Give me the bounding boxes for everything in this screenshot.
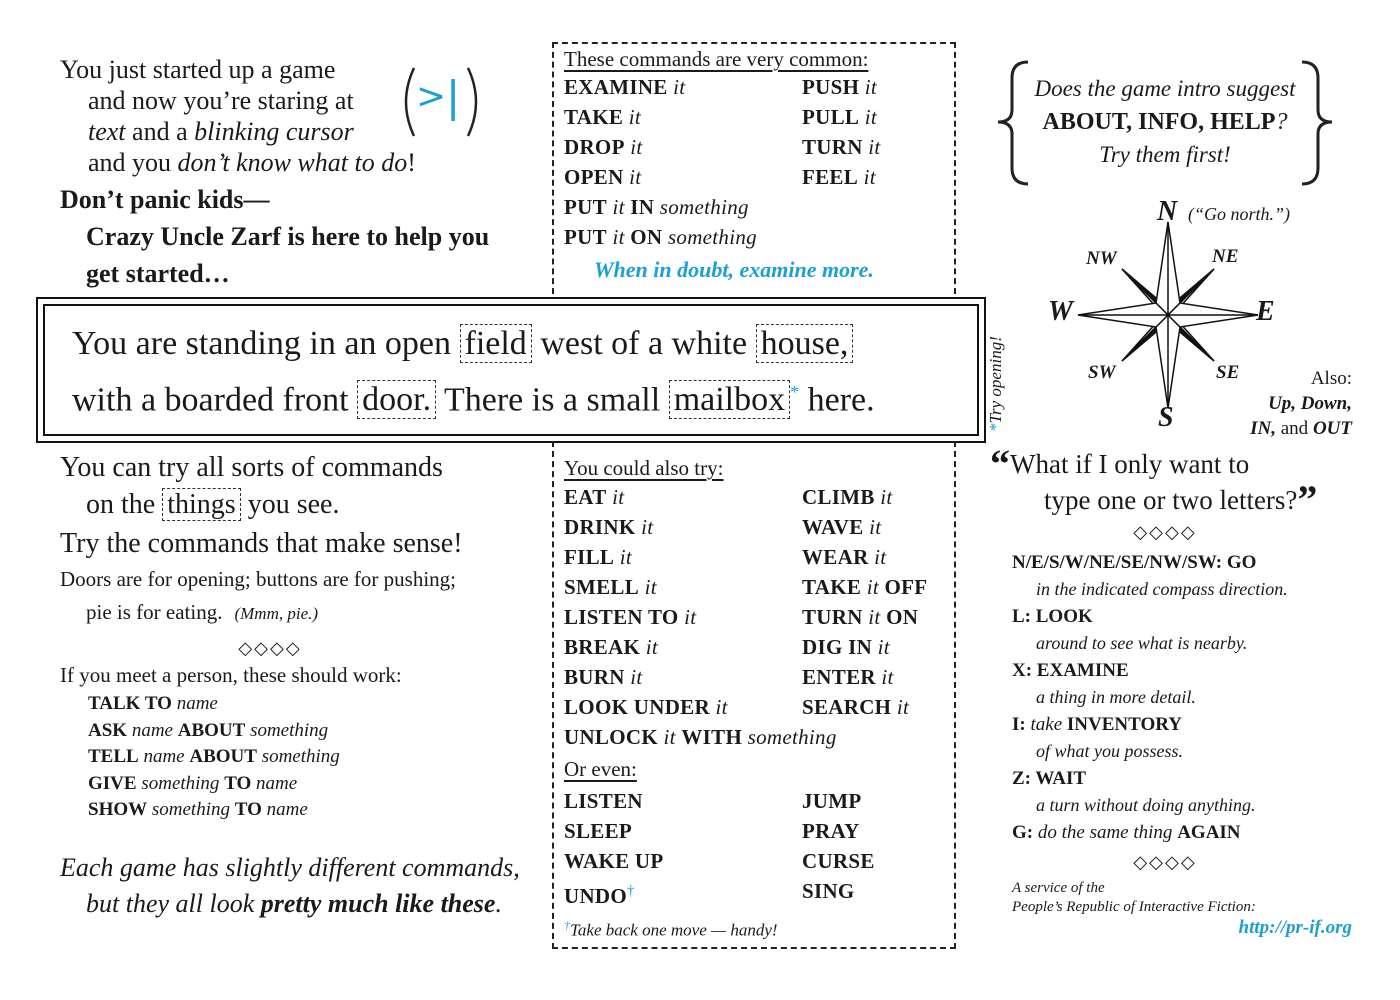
verb: OPEN [564,165,624,189]
cmd-unlock-with [564,722,949,752]
obj: it [624,135,643,159]
scene-text-2b: There is a small [436,381,669,419]
compass-ne: NE [1212,246,1239,267]
verb: PUSH [802,75,860,99]
scene-text [72,320,972,424]
obj: it [623,165,642,189]
cmd-listen: LISTEN [564,789,643,813]
obj: it [678,605,697,629]
letters-q-1 [990,441,1380,486]
letters-block [990,441,1380,939]
or-even-title: Or even: [564,757,637,781]
dagger-mark: † [627,883,635,899]
letters-examine-key: X: EXAMINE [1012,660,1129,681]
cmd-drink [564,512,728,542]
panic-line: Don’t panic kids— [60,185,270,214]
mailbox-object: mailbox [669,380,790,419]
obj: it [640,635,659,659]
letters-go-key: N/E/S/W/NE/SE/NW/SW: GO [1012,552,1257,573]
obj: it [858,165,876,189]
common-title: These commands are very common: [564,47,869,71]
also-left-col [564,482,728,722]
verb: DRINK [564,515,636,539]
verb: TURN [802,135,863,159]
cmd-turn-on [802,602,927,632]
obj: it [606,485,625,509]
obj: it [709,695,728,719]
things-line-5 [60,594,540,632]
footnote-dagger: † [564,918,570,932]
hint-line-3: Try them first! [1099,142,1231,167]
things-line-2 [60,486,540,524]
service-line-2: People’s Republic of Interactive Fiction: [1012,899,1256,915]
verb: PUT [564,225,607,249]
pr-if-link[interactable]: http://pr-if.org [1238,917,1352,938]
prep: TO [234,799,262,820]
cmd-wear [802,542,927,572]
things-line-4: Doors are for opening; buttons are for pushing; [60,567,456,591]
name: name [138,746,190,767]
each-2b: pretty much like these [260,888,496,918]
hint-line-2 [1020,104,1310,140]
obj: it [859,105,878,129]
cmd-put-on [564,222,944,252]
it: it [606,225,631,249]
it: it [606,195,631,219]
verb: TAKE [802,575,862,599]
letters-go-desc: in the indicated compass direction. [1036,579,1288,599]
cmd-search [802,692,927,722]
obj: it [635,515,654,539]
again-word: AGAIN [1177,822,1241,843]
verb: BREAK [564,635,641,659]
doubt-line: When in doubt, examine more. [594,257,874,282]
intro-and: and a [125,117,195,146]
obj: it [639,575,657,599]
obj: it [614,545,633,569]
verb: WAVE [802,515,864,539]
inventory-word: INVENTORY [1066,714,1183,735]
prep: WITH [681,725,743,749]
it: it [657,725,682,749]
service-line-1: A service of the [1012,880,1105,896]
letters-inventory-desc: of what you possess. [1036,741,1184,761]
open-quote: “ [990,441,1010,486]
obj: it [667,75,686,99]
intro-line-4 [60,147,530,178]
scene-text-2a: with a boarded front [72,381,358,419]
cmd-wake-up: WAKE UP [564,849,664,873]
compass-n: N [1157,196,1178,227]
obj: something [245,719,329,741]
things-line-3: Try the commands that make sense! [60,528,463,559]
verb: EXAMINE [564,75,668,99]
verb: UNLOCK [564,725,658,749]
also-dirs [1220,366,1352,441]
cmd-talk-to [88,691,540,718]
obj: something [662,225,757,249]
tail: OFF [884,575,928,599]
verb: CLIMB [802,485,875,509]
cmd-take-off [802,572,927,602]
letters-look-desc: around to see what is nearby. [1036,633,1248,653]
cmd-eat [564,482,728,512]
obj: it [859,75,878,99]
cmd-ask-about [88,718,540,745]
and-word: and [1276,418,1313,439]
verb: ENTER [802,665,876,689]
hint-words: ABOUT, INFO, HELP [1042,109,1276,135]
scene-text-2c: here. [799,381,875,419]
cmd-fill [564,542,728,572]
cmd-put-in [564,192,944,222]
obj: it [624,665,643,689]
scene-line-1 [72,320,972,368]
scene-text-1a: You are standing in an open [72,325,460,362]
each-game-line-2 [60,886,540,922]
intro-line-2: and now you’re staring at [88,86,354,115]
verb: PULL [802,105,860,129]
uncle-line-2: get started… [86,259,230,288]
footnote-text: Take back one move — handy! [570,920,778,940]
undo-footnote [564,918,949,941]
obj: it [862,605,887,629]
verb: TELL [88,746,139,767]
same-thing: do the same thing [1037,822,1178,843]
cmd-curse: CURSE [802,849,875,873]
cmd-smell [564,572,728,602]
cursor-glyph [396,62,486,142]
things-2b: you see. [240,489,340,520]
hint-line-1: Does the game intro suggest [1034,76,1296,101]
compass-nw: NW [1086,248,1117,269]
each-2c: . [495,888,502,918]
letters-q-text-2: type one or two letters? [1044,485,1298,515]
cmd-feel [802,162,881,192]
divider-diamonds: ◇◇◇◇ [238,638,302,659]
compass-e: E [1256,296,1275,327]
things-2a: on the [86,489,163,520]
things-line-1: You can try all sorts of commands [60,452,443,483]
try-opening-text: Try opening! [986,336,1005,424]
cmd-listen-to [564,602,728,632]
compass-s: S [1158,402,1174,433]
cmd-turn [802,132,881,162]
person-intro: If you meet a person, these should work: [60,663,402,687]
cmd-pull [802,102,881,132]
pie-line: pie is for eating. [86,600,223,624]
verb: TAKE [564,105,624,129]
common-left-col [564,72,685,192]
letters-examine-desc: a thing in more detail. [1036,687,1196,707]
obj: it [891,695,910,719]
cmd-climb [802,482,927,512]
verb: FEEL [802,165,859,189]
letters-look-key: L: LOOK [1012,606,1093,627]
mailbox-asterisk: * [790,382,800,402]
cmd-burn [564,662,728,692]
verb: WEAR [802,545,869,569]
intro-line-4a: and you [88,148,178,177]
obj: something [256,746,340,767]
compass-w: W [1048,296,1073,327]
verb: DROP [564,135,625,159]
out-dir: OUT [1312,418,1352,439]
cmd-open [564,162,685,192]
verb: TALK TO [88,693,172,714]
verb: PUT [564,195,607,219]
letters-wait-desc: a turn without doing anything. [1036,795,1256,815]
verb: LOOK UNDER [564,695,710,719]
obj: it [872,635,890,659]
cmd-look-under [564,692,728,722]
obj: something [147,799,235,820]
verb: TURN [802,605,863,629]
cmd-enter [802,662,927,692]
cmd-break [564,632,728,662]
cmd-dig-in [802,632,927,662]
also-try-title: You could also try: [564,456,724,480]
i-key: I: [1012,714,1031,735]
obj: something [654,195,749,219]
prep: ABOUT [189,746,257,767]
cmd-give-to [88,771,540,798]
also-right-col [802,482,927,722]
tail: ON [886,605,919,629]
verb: SHOW [88,799,148,820]
verb: ASK [88,719,128,741]
prep: ON [630,225,663,249]
compass-se: SE [1216,362,1240,383]
each-game-line-1: Each game has slightly different commands, [60,852,520,882]
obj: it [863,515,882,539]
scene-line-2 [72,368,972,424]
cmd-jump: JUMP [802,789,862,813]
scene-text-1b: west of a white [531,325,756,362]
obj: it [862,135,881,159]
undo-label: UNDO [564,884,628,908]
verb: LISTEN TO [564,605,679,629]
help-hint [990,58,1340,188]
even-right-col [802,786,875,906]
even-left-col [564,786,664,911]
prompt-symbol: > [416,76,447,117]
obj: it [623,105,641,129]
cmd-drop [564,132,685,162]
obj: name [171,693,218,714]
field-object: field [460,324,532,363]
house-object: house, [756,324,854,363]
try-opening-asterisk: * [986,423,1005,432]
things-object: things [162,488,240,521]
verb: SEARCH [802,695,892,719]
intro-exclaim: ! [407,148,416,177]
verb: DIG IN [802,635,873,659]
cursor-bar: | [446,72,461,121]
verb: BURN [564,665,625,689]
text-word: text [88,117,126,146]
compass [1040,196,1360,440]
compass-sw: SW [1088,362,1116,383]
cmd-pray: PRAY [802,819,860,843]
obj: it [868,545,887,569]
common-commands [564,46,944,288]
also-try [564,454,949,941]
also-dirs-2 [1220,416,1352,441]
go-north-note: (“Go north.”) [1188,204,1291,224]
blinking-cursor-phrase: blinking cursor [194,117,354,146]
also-label: Also: [1310,368,1352,389]
verb: EAT [564,485,607,509]
obj: it [875,665,894,689]
intro-line-1: You just started up a game [60,55,336,84]
door-object: door. [357,380,436,419]
dont-know-phrase: don’t know what to do [177,148,408,177]
cmd-examine [564,72,685,102]
cmd-show-to [88,797,540,824]
prep: IN [630,195,655,219]
cmd-sleep: SLEEP [564,819,633,843]
verb: FILL [564,545,615,569]
obj: it [861,575,885,599]
each-2a: but they all look [86,888,261,918]
things-block [60,450,540,922]
verb: GIVE [88,772,137,794]
cmd-wave [802,512,927,542]
hint-q: ? [1275,109,1288,135]
close-quote: ” [1297,477,1318,522]
obj: something [742,725,837,749]
prep: TO [224,772,252,794]
letters-q-text-1: What if I only want to [1010,449,1250,479]
cmd-undo [564,876,664,911]
cmd-sing: SING [802,879,855,903]
name: name [251,772,298,794]
letters-wait-key: Z: WAIT [1012,768,1087,789]
obj: something [136,772,225,794]
prep: ABOUT [177,719,246,741]
pie-aside: (Mmm, pie.) [234,604,319,623]
name: name [261,799,308,820]
letters-diamonds-2: ◇◇◇◇ [1133,852,1197,873]
cmd-tell-about [88,744,540,771]
take-word: take [1030,714,1067,735]
uncle-line-1: Crazy Uncle Zarf is here to help you [86,222,490,251]
letters-q-2 [990,477,1380,522]
g-key: G: [1012,822,1038,843]
letters-inventory-key [1012,711,1380,738]
cmd-take [564,102,685,132]
letters-again [1012,819,1380,846]
obj: it [874,485,893,509]
also-dirs-1: Up, Down, [1268,393,1352,414]
in-dir: IN, [1250,418,1276,439]
try-opening-note [986,336,1006,432]
cmd-push [802,72,881,102]
verb: SMELL [564,575,640,599]
common-right-col [802,72,881,192]
letters-diamonds: ◇◇◇◇ [1133,522,1197,543]
name: name [127,719,178,741]
